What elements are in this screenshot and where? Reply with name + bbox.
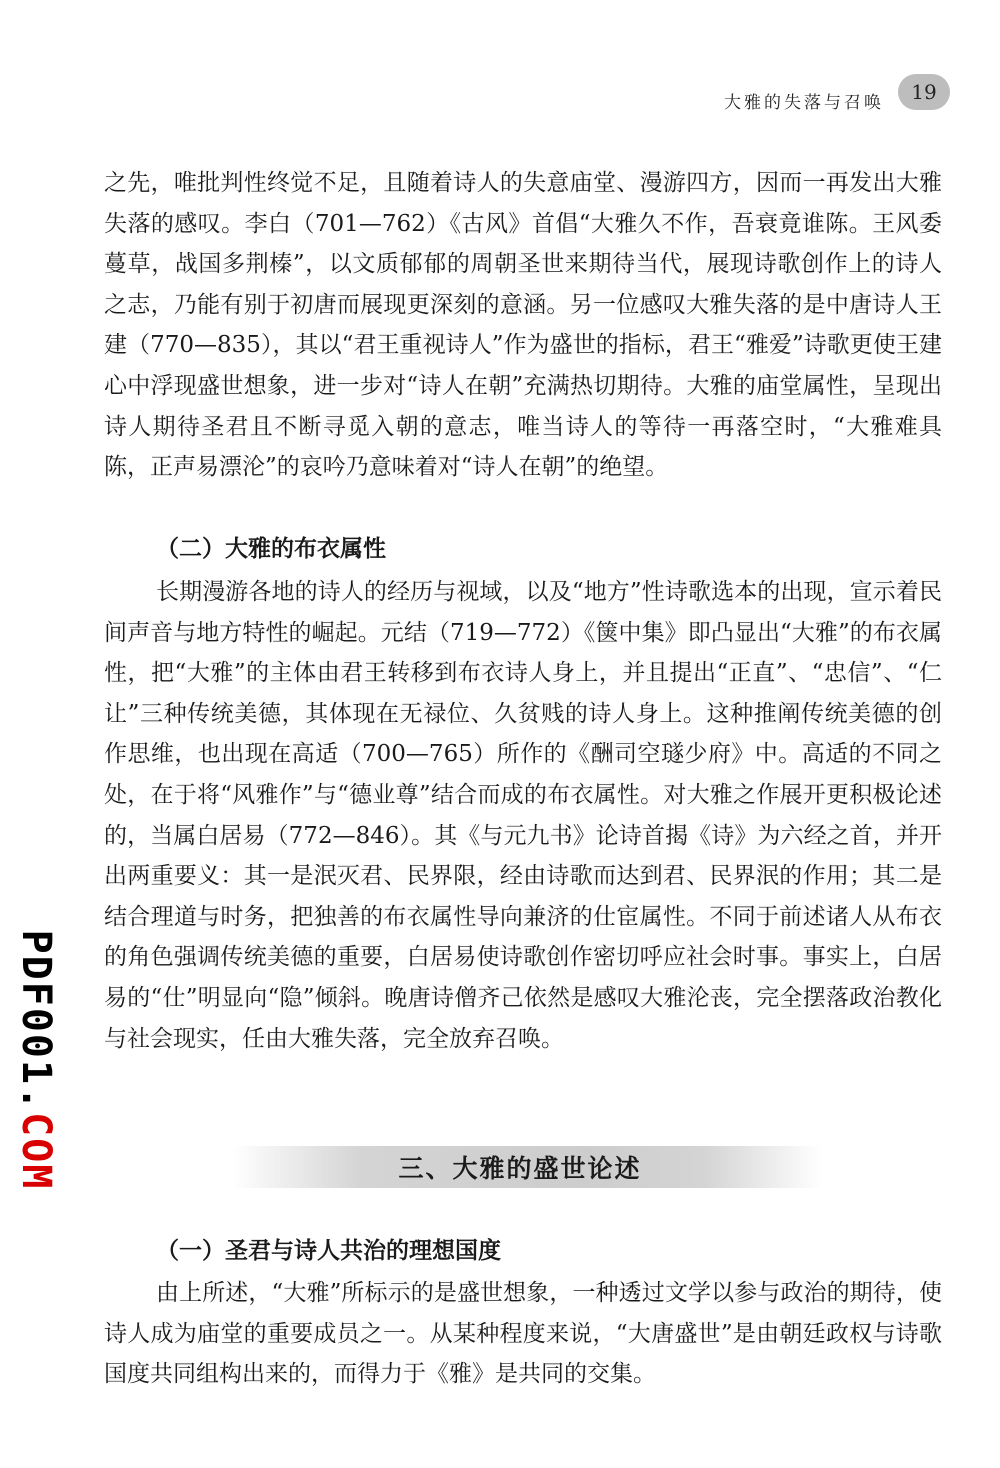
subheading-2: （二）大雅的布衣属性 <box>156 536 386 562</box>
paragraph-1: 之先，唯批判性终觉不足，且随着诗人的失意庙堂、漫游四方，因而一再发出大雅失落的感叹。李白（701—762）《古风》首倡“大雅久不作，吾衰竟谁陈。王风委蔓草，战国多荆榛”，以文质郁郁的周朝圣世来期待当代，展现诗歌创作上的诗人之志，乃能有别于初唐而展现更深刻的意涵。另一位感叹大雅失落的是中唐诗人王建（770—835），其以“君王重视诗人”作为盛世的指标，君王“雅爱”诗歌更使王建心中浮现盛世想象，进一步对“诗人在朝”充满热切期待。大雅的庙堂属性，呈现出诗人期待圣君且不断寻觅入朝的意志，唯当诗人的等待一再落空时，“大雅难具陈，正声易漂沦”的哀吟乃意味着对“诗人在朝”的绝望。 <box>104 170 942 481</box>
paragraph-2: 长期漫游各地的诗人的经历与视域，以及“地方”性诗歌选本的出现，宣示着民间声音与地方特性的崛起。元结（719—772）《箧中集》即凸显出“大雅”的布衣属性，把“大雅”的主体由君王转移到布衣诗人身上，并且提出“正直”、“忠信”、“仁让”三种传统美德，其体现在无禄位、久贫贱的诗人身上。这种推阐传统美德的创作思维，也出现在高适（700—765）所作的《酬司空璲少府》中。高适的不同之处，在于将“风雅作”与“德业尊”结合而成的布衣属性。对大雅之作展开更积极论述的，当属白居易（772—846）。其《与元九书》论诗首揭《诗》为六经之首，并开出两重要义：其一是泯灭君、民界限，经由诗歌而达到君、民界泯的作用；其二是结合理道与时务，把独善的布衣属性导向兼济的仕宦属性。不同于前述诸人从布衣的角色强调传统美德的重要，白居易使诗歌创作密切呼应社会时事。事实上，白居易的“仕”明显向“隐”倾斜。晚唐诗僧齐己依然是感叹大雅沦丧，完全摆落政治教化与社会现实，任由大雅失落，完全放弃召唤。 <box>104 579 942 1052</box>
running-title: 大雅的失落与召唤 <box>724 93 884 113</box>
watermark-main: PDF001. <box>13 929 59 1113</box>
page-number: 19 <box>898 74 950 110</box>
watermark-accent: COM <box>13 1112 59 1191</box>
subheading-1: （一）圣君与诗人共治的理想国度 <box>156 1238 501 1264</box>
paragraph-3: 由上所述，“大雅”所标示的是盛世想象，一种透过文学以参与政治的期待，使诗人成为庙堂的重要成员之一。从某种程度来说，“大唐盛世”是由朝廷政权与诗歌国度共同组构出来的，而得力于《雅》是共同的交集。 <box>104 1280 942 1388</box>
watermark <box>13 930 59 1191</box>
section-heading-3: 三、大雅的盛世论述 <box>398 1154 642 1183</box>
